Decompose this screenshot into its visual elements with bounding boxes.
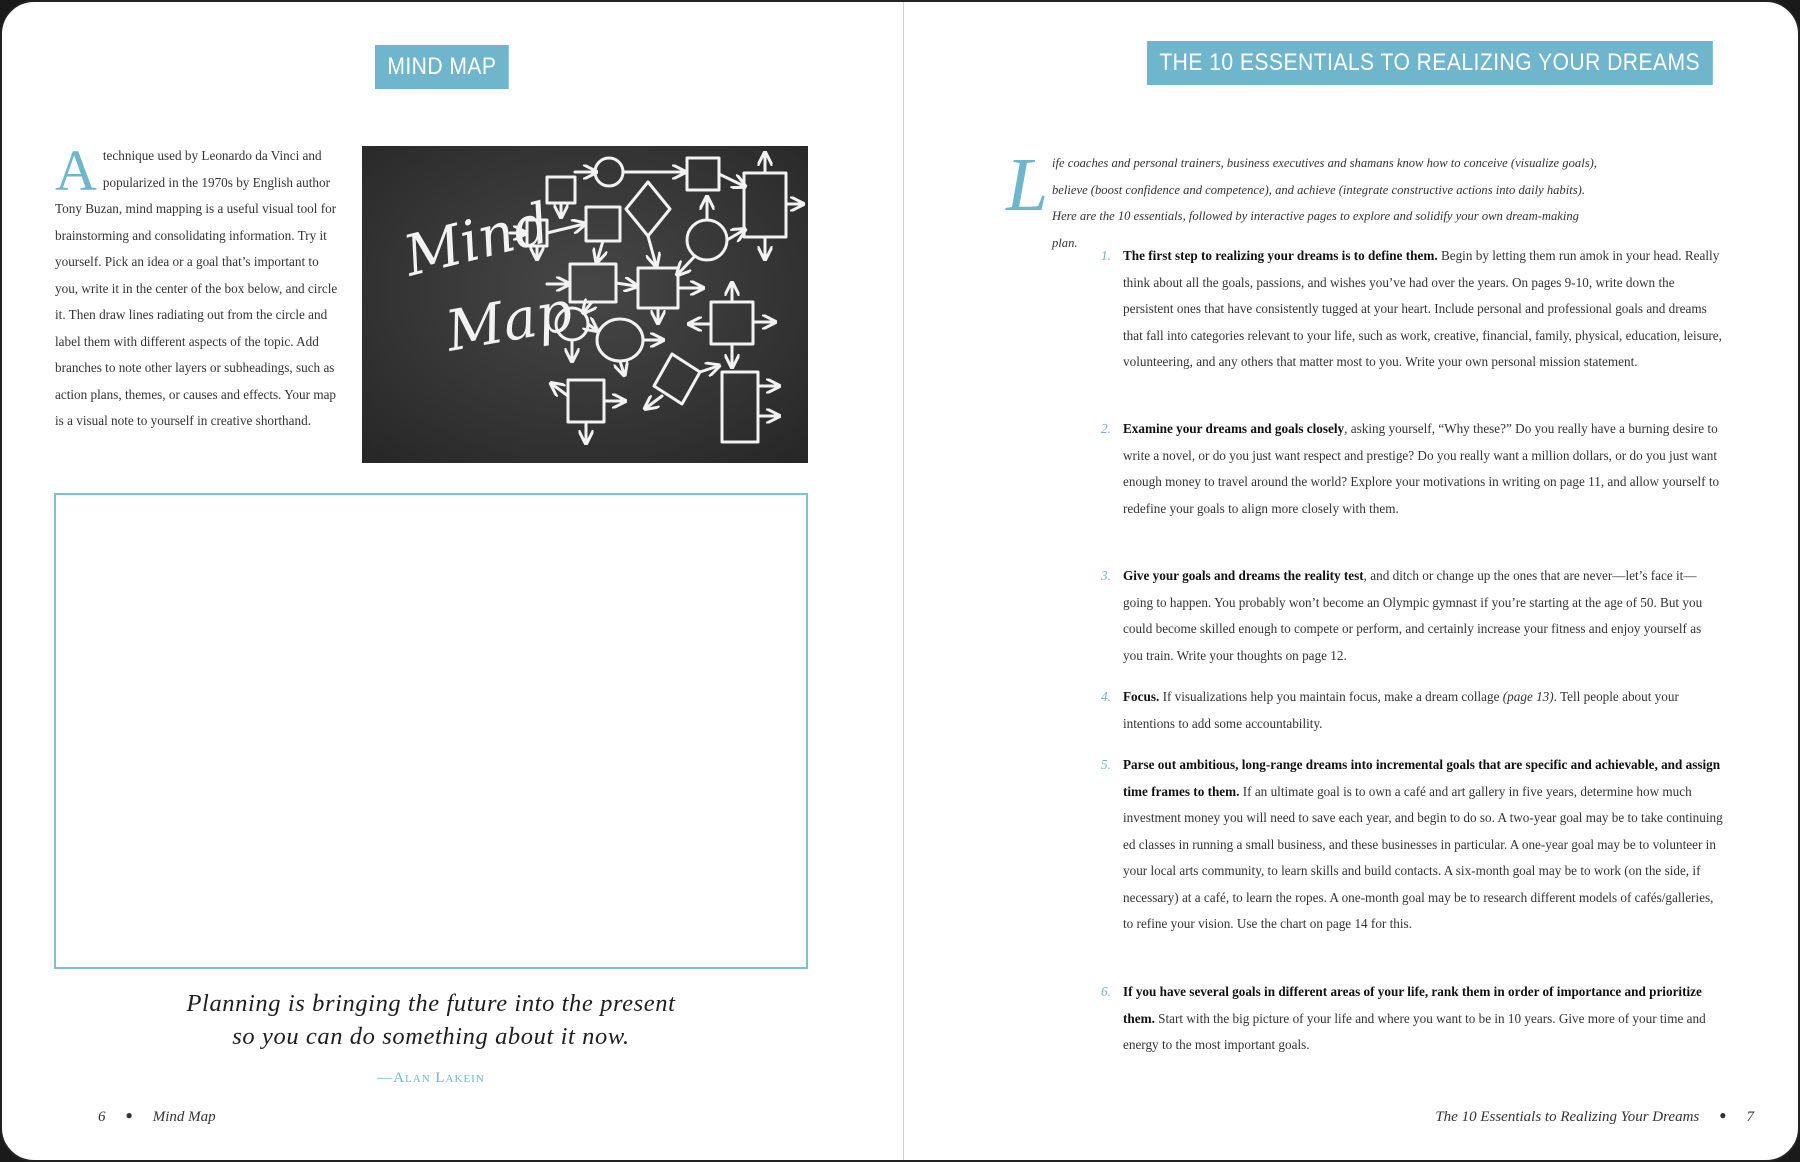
lead-text: ife coaches and personal trainers, business executives and shamans know how to conceive (visualize goals), believe (boost confidence and competence), and achieve (integrate constructive actions into daily habits). Here are the 10 essentials, followed by interactive pages to explore and solidify your own dream-making plan.	[1052, 156, 1597, 250]
quote	[54, 987, 808, 1053]
item-text: Begin by letting them run amok in your head. Really think about all the goals, passions, and wishes you’ve had over the years. On pages 9-10, write down the persistent ones that have consistently tugged at your heart. Include personal and professional goals and dreams that fall into categories relevant to your life, such as work, creative, financial, family, physical, education, leisure, volunteering, and any others that matter most to you. Write your own personal mission statement.	[1123, 248, 1722, 369]
item-text: If an ultimate goal is to own a café and art gallery in five years, determine how much investment money you will need to save each year, and begin to do so. A two-year goal may be to take continuing ed classes in running a small business, and these businesses in particular. A one-year goal may be to volunteer in your local arts community, to learn skills and build contacts. A six-month goal may be to work (on the side, if necessary) at a café, to learn the ropes. A one-month goal may be to research different models of cafés/galleries, to refine your vision. Use the chart on page 14 for this.	[1123, 783, 1723, 931]
item-bold: Give your goals and dreams the reality test	[1123, 568, 1364, 583]
item-text-after: . Tell people about your intentions to add some accountability.	[1123, 689, 1679, 731]
footer-label: Mind Map	[152, 1109, 216, 1125]
item-text: , and ditch or change up the ones that are never—let’s face it—going to happen. You probably won’t become an Olympic gymnast if you’re starting at the age of 50. But you could become skilled enough to compete or perform, and certainly increase your fitness and enjoy yourself as you train. Write your thoughts on page 12.	[1123, 568, 1703, 663]
list-item	[1101, 684, 1723, 737]
list-item	[1101, 243, 1723, 376]
item-number: 6.	[1101, 984, 1111, 999]
item-number: 3.	[1101, 568, 1111, 583]
page-heading: MIND MAP	[375, 45, 509, 89]
lead-paragraph	[1006, 143, 1602, 256]
item-text: , asking yourself, “Why these?” Do you really have a burning desire to write a novel, or do you just want respect and prestige? Do you really want a million dollars, or do you just want enough money to travel around the world? Explore your motivations in writing on page 11, and allow yourself to redefine your goals to align more closely with them.	[1123, 421, 1720, 516]
item-bold: Focus.	[1123, 689, 1160, 704]
item-italic: (page 13)	[1502, 689, 1554, 704]
list-item	[1101, 752, 1723, 938]
right-footer	[1435, 1108, 1754, 1126]
quote-author: —Alan Lakein	[377, 1070, 485, 1086]
list-item	[1101, 979, 1723, 1059]
item-bold: Parse out ambitious, long-range dreams into incremental goals that are specific and achievable, and assign time frames to them.	[1123, 757, 1721, 799]
page-heading: THE 10 ESSENTIALS TO REALIZING YOUR DREAMS	[1147, 41, 1712, 85]
bullet-icon: ●	[125, 1108, 133, 1122]
chalkboard-drawing	[362, 146, 808, 463]
left-page	[2, 2, 903, 1162]
page-number: 7	[1746, 1109, 1754, 1125]
quote-line-1: Planning is bringing the future into the present	[186, 990, 676, 1017]
list-item	[1101, 563, 1723, 669]
chalk-word-mind: Mind	[397, 190, 557, 290]
mind-map-chalkboard-image	[362, 146, 808, 463]
drop-cap: A	[55, 138, 97, 203]
item-bold: If you have several goals in different areas of your life, rank them in order of importance and prioritize them.	[1123, 984, 1702, 1026]
footer-label: The 10 Essentials to Realizing Your Dreams	[1435, 1109, 1700, 1125]
list-item	[1101, 416, 1723, 522]
quote-line-2: so you can do something about it now.	[232, 1023, 630, 1050]
item-number: 4.	[1101, 689, 1111, 704]
intro-text: technique used by Leonardo da Vinci and popularized in the 1970s by English author Tony Buzan, mind mapping is a useful visual tool for brainstorming and consolidating information. Try it yourself. Pick an idea or a goal that’s important to you, write it in the center of the box below, and circle it. Then draw lines radiating out from the circle and label them with different aspects of the topic. Add branches to note other layers or subheadings, such as action plans, themes, or causes and effects. Your map is a visual note to yourself in creative shorthand.	[55, 148, 338, 428]
mind-map-drawing-box[interactable]	[54, 493, 808, 969]
intro-paragraph	[55, 138, 345, 435]
item-number: 2.	[1101, 421, 1111, 436]
item-text: If visualizations help you maintain focus, make a dream collage	[1159, 689, 1503, 704]
bullet-icon: ●	[1719, 1108, 1727, 1122]
item-text: Start with the big picture of your life and where you want to be in 10 years. Give more of your time and energy to the most important goals.	[1123, 1010, 1706, 1052]
page-number: 6	[98, 1109, 106, 1125]
item-number: 5.	[1101, 757, 1111, 772]
left-footer	[98, 1108, 216, 1126]
item-number: 1.	[1101, 248, 1111, 263]
item-bold: The first step to realizing your dreams is to define them.	[1123, 248, 1438, 263]
chalk-word-map: Map	[441, 278, 578, 365]
drop-cap: L	[1006, 143, 1049, 227]
item-bold: Examine your dreams and goals closely	[1123, 421, 1345, 436]
